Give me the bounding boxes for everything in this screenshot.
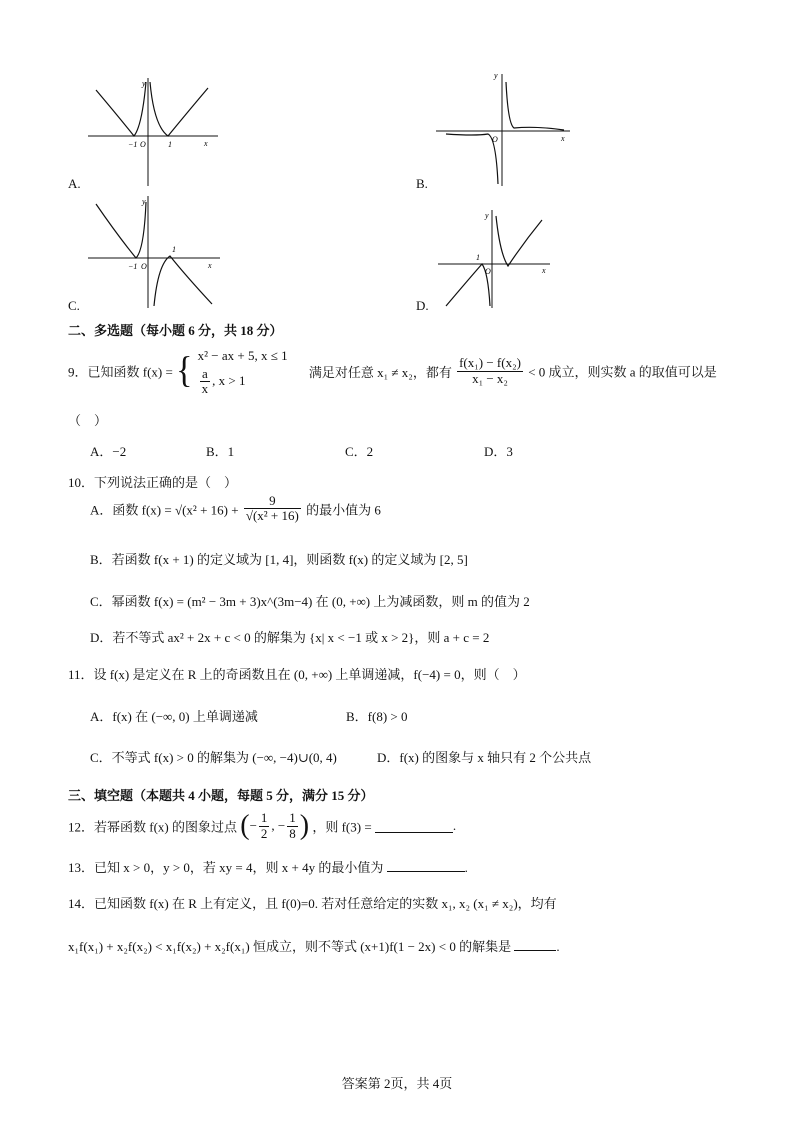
q10-stem: 10．下列说法正确的是（ ） xyxy=(68,475,238,490)
q9-piecewise xyxy=(198,346,288,396)
graph-b-label: B. xyxy=(416,176,428,191)
q9-mid: 满足对任意 x₁ ≠ x₂，都有 xyxy=(308,364,452,380)
q14-answer-blank[interactable] xyxy=(514,938,556,951)
label-origin: O xyxy=(140,140,146,149)
curve-right xyxy=(150,82,208,136)
q12-stem: 12．若幂函数 f(x) 的图象过点 (− $\frac{1}{2}$ , − $\frac{1}{8}$ ) ，则 f(3) = . xyxy=(68,810,457,841)
q11-option-c: C．不等式 f(x) > 0 的解集为 (−∞, −4)∪(0, 4) xyxy=(90,750,337,765)
label-x: x xyxy=(208,261,212,270)
q9-suffix: < 0 成立，则实数 a 的取值可以是 xyxy=(528,364,717,380)
q10-option-c: C．幂函数 f(x) = (m² − 3m + 3)x^(3m−4) 在 (0, +∞) 上为减函数，则 m 的值为 2 xyxy=(90,594,530,609)
label-y: y xyxy=(494,71,498,80)
graph-d xyxy=(438,206,558,310)
section3-heading: 三、填空题（本题共 4 小题，每题 5 分，满分 15 分） xyxy=(68,788,374,803)
q12-answer-blank[interactable] xyxy=(375,820,453,833)
page-footer: 答案第 2页，共 4页 xyxy=(341,1076,453,1091)
q13-stem: 13．已知 x > 0，y > 0，若 xy = 4，则 x + 4y 的最小值为 . xyxy=(68,860,468,875)
label-x: x xyxy=(542,266,546,275)
label-y: y xyxy=(485,211,489,220)
q11-option-b: B．f(8) > 0 xyxy=(346,709,408,724)
label-one: 1 xyxy=(172,245,176,254)
q12-frac1: $\frac{1}{2}$ xyxy=(260,810,268,841)
q9-option-a: A．−2 xyxy=(90,444,127,459)
q12-frac2: $\frac{1}{8}$ xyxy=(289,810,296,841)
label-neg1: −1 xyxy=(128,140,138,149)
graph-c-label: C. xyxy=(68,298,80,313)
label-x: x xyxy=(561,134,565,143)
q12-suffix: ，则 f(3) = xyxy=(312,819,372,835)
graph-c xyxy=(88,192,228,310)
label-origin: O xyxy=(485,267,491,276)
q13-answer-blank[interactable] xyxy=(387,859,465,872)
q9-option-d: D．3 xyxy=(484,444,513,459)
q9-prefix: 9．已知函数 f(x) = xyxy=(68,364,173,380)
q14-line2: x₁f(x₁) + x₂f(x₂) < x₁f(x₂) + x₂f(x₁) 恒成立，则不等式 (x+1)f(1 − 2x) < 0 的解集是 . xyxy=(68,939,560,954)
q12-prefix: 12．若幂函数 f(x) 的图象过点 xyxy=(68,819,237,835)
q14-line1: 14．已知函数 f(x) 在 R 上有定义，且 f(0)=0. 若对任意给定的实数 x₁, x₂ (x₁ ≠ x₂)，均有 xyxy=(68,896,557,911)
q10-option-d: D．若不等式 ax² + 2x + c < 0 的解集为 {x| x < −1 或 x > 2}，则 a + c = 2 xyxy=(90,630,490,645)
label-origin: O xyxy=(141,262,147,271)
q9-piece1: x² − ax + 5, x ≤ 1 xyxy=(197,348,288,363)
q9-stem xyxy=(68,346,717,402)
section2-heading: 二、多选题（每小题 6 分，共 18 分） xyxy=(68,323,283,338)
q10-a-prefix: A．函数 f(x) = √(x² + 16) + xyxy=(90,502,239,518)
label-origin: O xyxy=(492,135,498,144)
label-one: 1 xyxy=(168,140,172,149)
curve-right xyxy=(154,256,212,306)
label-y: y xyxy=(142,197,146,206)
q11-option-a: A．f(x) 在 (−∞, 0) 上单调递减 xyxy=(90,709,258,724)
curve-left xyxy=(446,264,490,306)
q11-option-d: D．f(x) 的图象与 x 轴只有 2 个公共点 xyxy=(377,750,592,765)
curve-left xyxy=(446,134,498,184)
curve-left xyxy=(96,82,146,136)
q9-option-c: C．2 xyxy=(345,444,374,459)
label-one: 1 xyxy=(476,253,480,262)
graph-d-label: D. xyxy=(416,298,429,313)
q10-option-a xyxy=(90,494,381,534)
graph-a xyxy=(88,76,228,188)
label-neg1: −1 xyxy=(128,262,138,271)
q10-a-fraction: $\frac{9}{\text{√(x² + 16)}}$ xyxy=(245,493,299,524)
graph-a-label: A. xyxy=(68,176,81,191)
graph-b xyxy=(436,68,576,188)
q9-piece2-cond: , x > 1 xyxy=(212,372,246,388)
q11-stem: 11．设 f(x) 是定义在 R 上的奇函数且在 (0, +∞) 上单调递减，f(−4) = 0，则（ ） xyxy=(68,667,526,682)
piecewise-brace: { xyxy=(176,350,193,392)
q10-a-suffix: 的最小值为 6 xyxy=(306,502,381,518)
q9-option-b: B．1 xyxy=(206,444,235,459)
q9-fraction: $\frac{\text{f(x₁) − f(x₂)}}{\text{x₁ − x₂}}$ xyxy=(459,355,521,386)
curve-right xyxy=(496,216,542,266)
label-y: y xyxy=(142,79,146,88)
q9-paren: （ ） xyxy=(68,413,108,428)
q10-option-b: B．若函数 f(x + 1) 的定义域为 [1, 4]，则函数 f(x) 的定义域为 [2, 5] xyxy=(90,552,468,567)
curve-left xyxy=(96,202,146,258)
q9-piece2-frac: $\frac{a}{x}$ xyxy=(201,365,209,397)
curve-right xyxy=(506,82,564,130)
q13-text: 13．已知 x > 0，y > 0，若 xy = 4，则 x + 4y 的最小值为 xyxy=(68,860,384,875)
label-x: x xyxy=(204,139,208,148)
q14-line2-text: x₁f(x₁) + x₂f(x₂) < x₁f(x₂) + x₂f(x₁) 恒成立，则不等式 (x+1)f(1 − 2x) < 0 的解集是 xyxy=(68,939,512,954)
